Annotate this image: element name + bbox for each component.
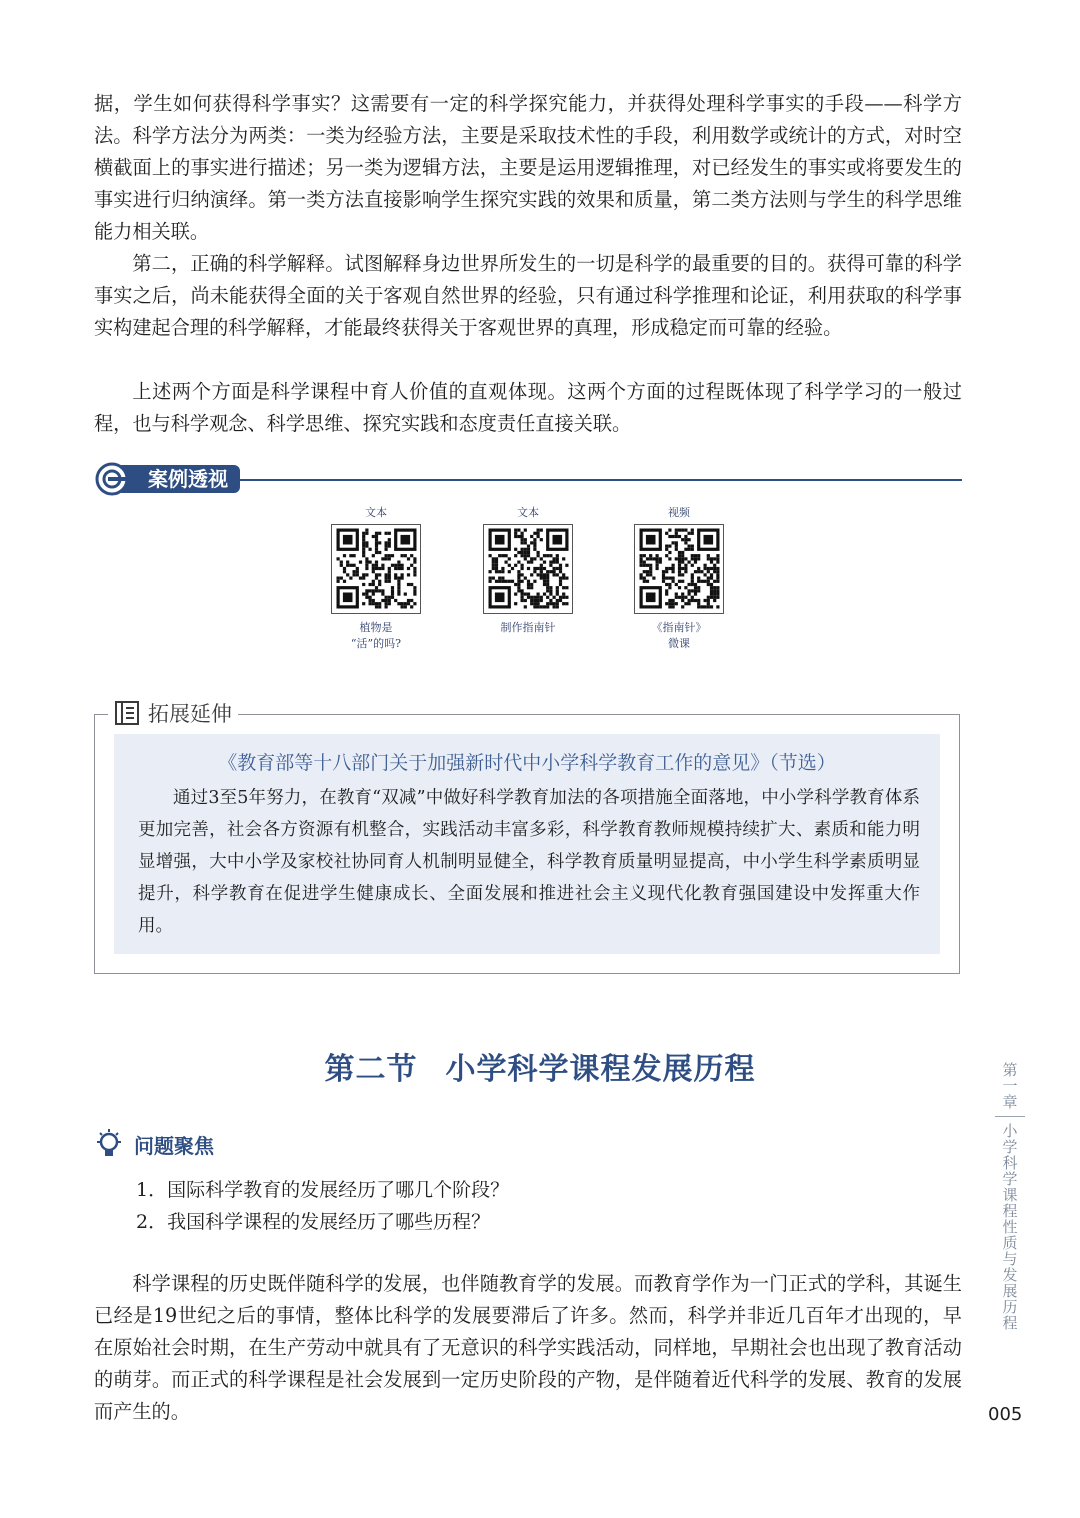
- qr-item-video[interactable]: [631, 504, 727, 652]
- extend-body: 通过3至5年努力，在教育“双减”中做好科学教育加法的各项措施全面落地，中小学科学教育体系更加完善，社会各方资源有机整合，实践活动丰富多彩，科学教育教师规模持续扩大、素质和能力明显增强，大中小学及家校社协同育人机制明显健全，科学教育质量明显提高，中小学生科学素质明显提升，科学教育在促进学生健康成长、全面发展和推进社会主义现代化教育强国建设中发挥重大作用。: [138, 788, 920, 936]
- question-focus-label: 问题聚焦: [134, 1133, 214, 1158]
- section-number: 第二节: [324, 1052, 418, 1087]
- qr-item-compass[interactable]: [480, 504, 576, 636]
- paragraph-scientific-explanation: 第二，正确的科学解释。试图解释身边世界所发生的一切是科学的最重要的目的。获得可靠的科学事实之后，尚未能获得全面的关于客观自然世界的经验，只有通过科学推理和论证，利用获取的科学事实构建起合理的科学解释，才能最终获得关于客观世界的真理，形成稳定而可靠的经验。: [94, 252, 962, 339]
- qr-type-label: 视频: [668, 506, 690, 519]
- side-divider: [995, 1116, 1025, 1117]
- magnifier-icon: [94, 462, 140, 496]
- qr-type-label: 文本: [517, 506, 539, 519]
- side-chapter: 第一章: [1002, 1061, 1018, 1111]
- extend-header: [108, 696, 238, 730]
- paragraph-course-history: 科学课程的历史既伴随科学的发展，也伴随教育学的发展。而教育学作为一门正式的学科，其诞生已经是19世纪之后的事情，整体比科学的发展要滞后了许多。然而，科学并非近几百年才出现的，早在原始社会时期，在生产劳动中就具有了无意识的科学实践活动，同样地，早期社会也出现了教育活动的萌芽。而正式的科学课程是社会发展到一定历史阶段的产物，是伴随着近代科学的发展、教育的发展而产生的。: [94, 1272, 962, 1423]
- section-title: [0, 1044, 1080, 1088]
- case-section-header: [94, 460, 962, 498]
- qr-code-icon[interactable]: [483, 524, 573, 614]
- side-title: 小学科学课程性质与发展历程: [1002, 1122, 1018, 1332]
- question-item: 1．国际科学教育的发展经历了哪几个阶段？: [136, 1179, 510, 1201]
- question-focus-header: [94, 1128, 214, 1160]
- extend-panel: [114, 734, 940, 954]
- qr-caption: 《指南针》 微课: [651, 621, 707, 650]
- page-number: 005: [988, 1404, 1023, 1425]
- case-header-rule: [234, 479, 962, 481]
- book-icon: [114, 700, 140, 726]
- extend-section-label: 拓展延伸: [148, 702, 232, 726]
- section-name: 小学科学课程发展历程: [445, 1052, 756, 1087]
- paragraph-summary: 上述两个方面是科学课程中育人价值的直观体现。这两个方面的过程既体现了科学学习的一般过程，也与科学观念、科学思维、探究实践和态度责任直接关联。: [94, 380, 962, 435]
- question-item: 2．我国科学课程的发展经历了哪些历程？: [136, 1211, 491, 1233]
- extend-heading: 《教育部等十八部门关于加强新时代中小学科学教育工作的意见》（节选）: [218, 752, 836, 774]
- lightbulb-icon: [94, 1128, 124, 1160]
- paragraph-science-methods: 据，学生如何获得科学事实？这需要有一定的科学探究能力，并获得处理科学事实的手段——科学方法。科学方法分为两类：一类为经验方法，主要是采取技术性的手段，利用数学或统计的方式，对时空横截面上的事实进行描述；另一类为逻辑方法，主要是运用逻辑推理，对已经发生的事实或将要发生的事实进行归纳演绎。第一类方法直接影响学生探究实践的效果和质量，第二类方法则与学生的科学思维能力相关联。: [94, 92, 962, 243]
- case-section-label: 案例透视: [148, 467, 228, 491]
- case-badge: [94, 461, 242, 495]
- qr-type-label: 文本: [365, 506, 387, 519]
- qr-caption: 植物是 “活”的吗?: [350, 621, 402, 650]
- qr-code-icon[interactable]: [331, 524, 421, 614]
- qr-item-plant[interactable]: [328, 504, 424, 652]
- qr-caption: 制作指南针: [500, 621, 556, 634]
- qr-code-icon[interactable]: [634, 524, 724, 614]
- chapter-side-tab: [990, 1062, 1030, 1331]
